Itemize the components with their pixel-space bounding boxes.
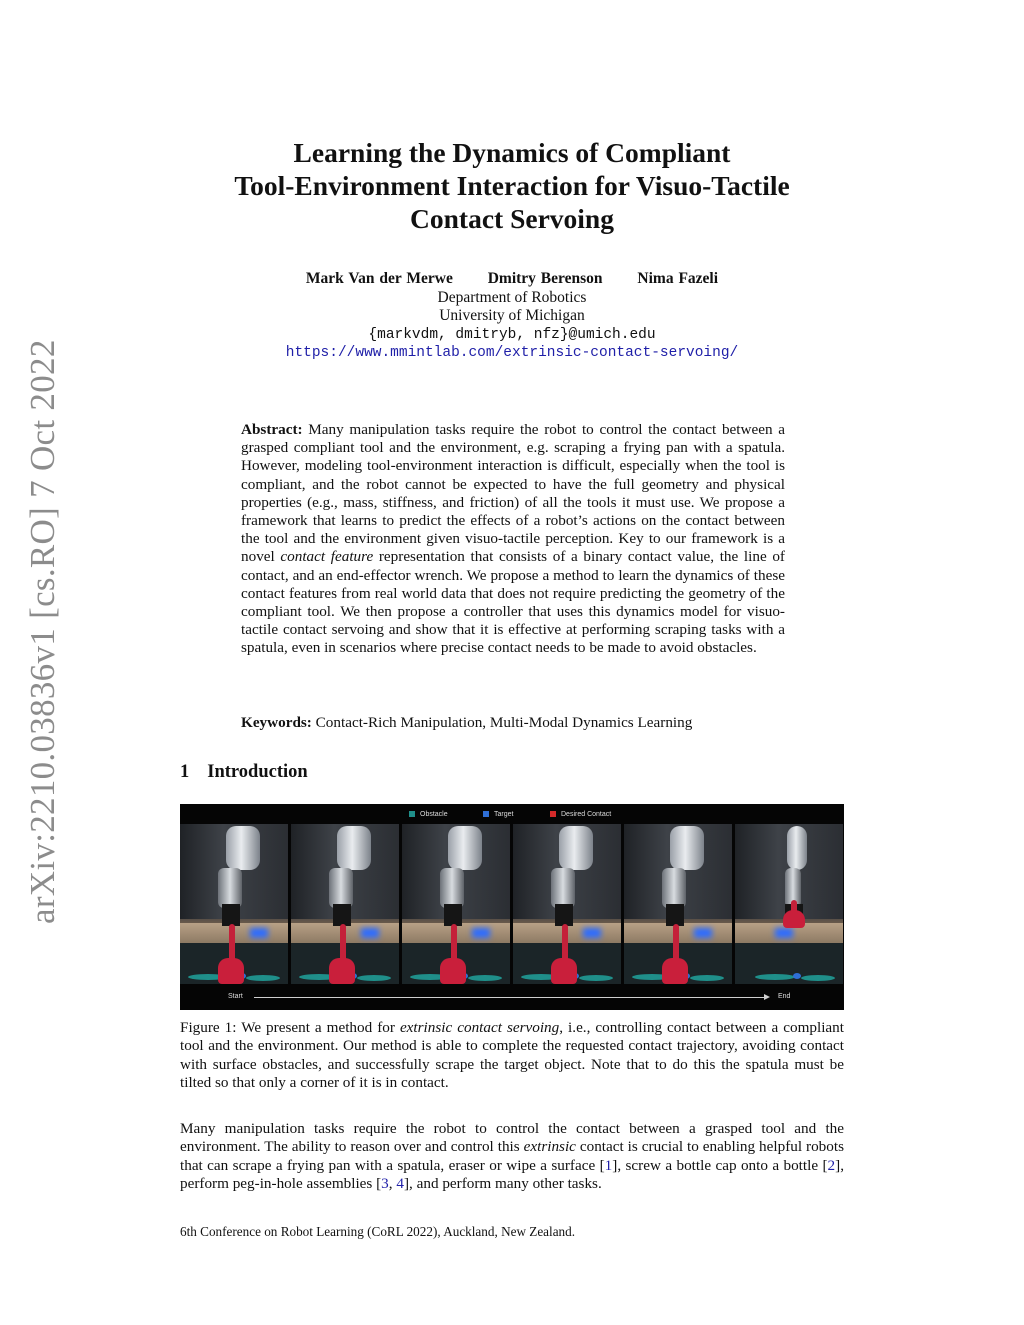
author-emails: {markvdm, dmitryb, nfz}@umich.edu: [368, 326, 656, 343]
abstract-emphasis: contact feature: [280, 548, 374, 566]
author-block: [150, 270, 874, 363]
arxiv-margin-stamp: arXiv:2210.03836v1 [cs.RO] 7 Oct 2022: [23, 339, 62, 924]
author-name: Dmitry Berenson: [487, 270, 603, 287]
spatula-icon: [451, 924, 457, 962]
figure-timeline: [180, 990, 844, 1006]
legend-swatch-icon: [550, 811, 556, 817]
figure-legend: [180, 809, 844, 823]
spatula-icon: [229, 924, 235, 962]
body-emphasis: extrinsic: [523, 1138, 576, 1156]
legend-label: Target: [494, 811, 514, 818]
figure-frame-3: [402, 824, 510, 984]
legend-item-obstacle: [409, 811, 448, 818]
abstract-text-b: representation that consists of a binary contact value, the line of contact, and an end-effector wrench. We propose a method to learn the dynamics of these contact features from real world data that does not require predicting the geometry of the compliant tool. We then propose a controller that uses this dynamics model for visuo-tactile contact servoing and show that it is effective at performing scraping tasks with a spatula, even in scenarios where precise contact needs to be made to avoid obstacles.: [241, 548, 785, 657]
caption-prefix: Figure 1: We present a method for: [180, 1019, 400, 1036]
abstract-label: Abstract:: [241, 421, 303, 438]
body-text: ], and perform many other tasks.: [403, 1174, 602, 1192]
title-line-2: Tool-Environment Interaction for Visuo-Tactile: [234, 170, 790, 201]
robot-arm-icon: [559, 826, 593, 870]
legend-item-desired-contact: [550, 811, 611, 818]
citation-link[interactable]: 3: [381, 1174, 389, 1192]
citation-link[interactable]: 1: [604, 1156, 613, 1174]
body-text: contact is crucial to enabling helpful robots that can scrape a frying pan with a spatula, eraser or wipe a surface [: [180, 1138, 844, 1174]
keywords: [241, 714, 801, 732]
citation-link[interactable]: 2: [827, 1156, 836, 1174]
legend-label: Desired Contact: [561, 811, 612, 818]
body-text: ], screw a bottle cap onto a bottle [: [612, 1156, 828, 1174]
caption-suffix: , i.e., controlling contact between a compliant tool and the environment. Our method is able to complete the requested contact trajectory, avoiding contact with surface obstacles, and successfully scrape the target object. Note that to do this the spatula must be tilted so that only a corner of it is in contact.: [180, 1019, 844, 1091]
author-university: University of Michigan: [439, 307, 585, 324]
intro-paragraph: [180, 1120, 844, 1193]
project-url-link[interactable]: https://www.mmintlab.com/extrinsic-contact-servoing/: [285, 345, 739, 361]
author-department: Department of Robotics: [437, 288, 587, 306]
section-title: Introduction: [207, 762, 308, 782]
figure-frame-4: [513, 824, 621, 984]
abstract: [241, 421, 785, 658]
figure-1-image: [180, 804, 844, 1010]
author-names: [150, 270, 874, 289]
spatula-icon: [562, 924, 568, 962]
spatula-icon: [673, 924, 679, 962]
figure-frame-2: [291, 824, 399, 984]
keywords-text: Contact-Rich Manipulation, Multi-Modal Dynamics Learning: [311, 714, 693, 731]
robot-arm-icon: [670, 826, 704, 870]
legend-swatch-icon: [409, 811, 415, 817]
arrow-right-icon: [764, 994, 770, 1000]
robot-arm-icon: [787, 826, 807, 870]
title-line-1: Learning the Dynamics of Compliant: [293, 137, 731, 168]
timeline-line: [254, 997, 766, 998]
body-text: ], perform peg-in-hole assemblies [: [180, 1156, 844, 1192]
author-name: Mark Van der Merwe: [305, 270, 453, 287]
timeline-start-label: Start: [228, 993, 243, 1000]
figure-caption: [180, 1019, 844, 1092]
robot-arm-icon: [337, 826, 371, 870]
legend-swatch-icon: [483, 811, 489, 817]
figure-frame-6: [735, 824, 843, 984]
author-name: Nima Fazeli: [637, 270, 719, 287]
robot-arm-icon: [226, 826, 260, 870]
caption-emphasis: extrinsic contact servoing: [399, 1019, 560, 1036]
paper-title: [150, 136, 874, 235]
citation-link[interactable]: 4: [396, 1174, 404, 1192]
conference-footer: 6th Conference on Robot Learning (CoRL 2022), Auckland, New Zealand.: [180, 1224, 576, 1239]
abstract-text-a: Many manipulation tasks require the robot to control the contact between a grasped compliant tool and the environment, e.g. scraping a frying pan with a spatula. However, modeling tool-environment interaction is difficult, especially when the tool is compliant, and the robot cannot be expected to have the full geometry and physical properties (e.g., mass, stiffness, and friction) of all the tools it must use. We propose a framework that learns to predict the effects of a robot’s actions on the contact between the tool and the environment given visuo-tactile perception. Key to our framework is a novel: [241, 421, 785, 566]
section-number: 1: [180, 762, 190, 782]
title-line-3: Contact Servoing: [410, 203, 614, 234]
timeline-end-label: End: [778, 993, 791, 1000]
legend-label: Obstacle: [420, 811, 448, 818]
keywords-label: Keywords:: [241, 714, 312, 731]
section-heading: [180, 762, 308, 783]
figure-frame-1: [180, 824, 288, 984]
legend-item-target: [483, 811, 513, 818]
figure-frame-5: [624, 824, 732, 984]
body-text: Many manipulation tasks require the robot to control the contact between a grasped tool and the environment. The ability to reason over and control this: [180, 1120, 844, 1156]
body-text: ,: [388, 1174, 397, 1192]
spatula-icon: [340, 924, 346, 962]
robot-arm-icon: [448, 826, 482, 870]
